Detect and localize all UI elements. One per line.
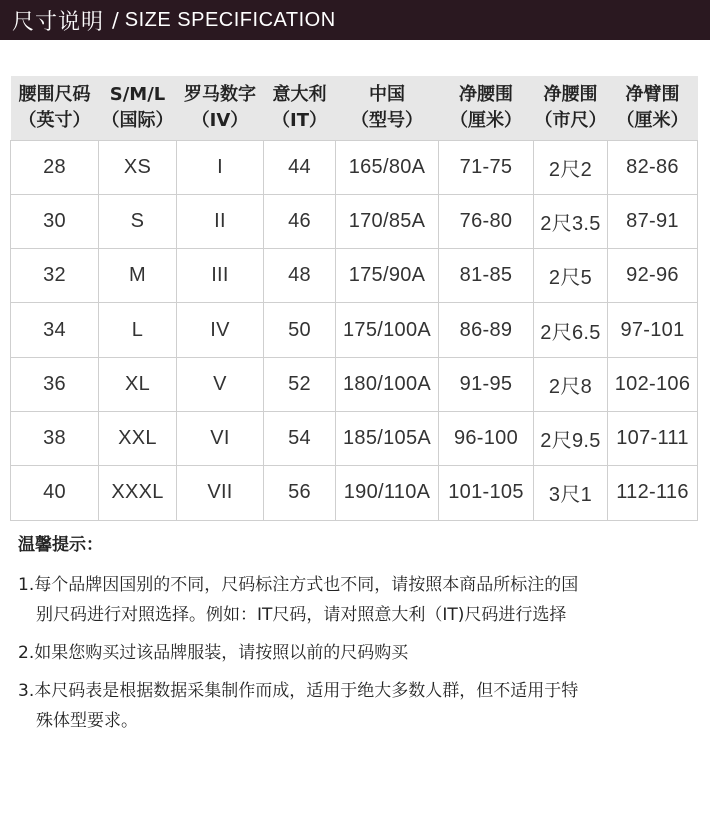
tips-title: 温馨提示： — [18, 535, 103, 555]
table-row — [11, 194, 698, 248]
tip-1-line-1: 1.每个品牌因国别的不同，尺码标注方式也不同，请按照本商品所标注的国 — [18, 575, 579, 595]
table-cell: I — [177, 140, 264, 194]
table-cell: XXXL — [99, 466, 177, 520]
table-cell: 92-96 — [608, 249, 698, 303]
table-cell: XS — [99, 140, 177, 194]
table-cell: IV — [177, 303, 264, 357]
table-cell: 107-111 — [608, 411, 698, 465]
tip-item-1 — [18, 570, 698, 630]
header-title-cn: 尺寸说明 — [12, 9, 105, 35]
table-cell: 180/100A — [336, 357, 439, 411]
table-cell: V — [177, 357, 264, 411]
table-cell: 2尺6.5 — [534, 303, 608, 357]
table-cell: 185/105A — [336, 411, 439, 465]
table-cell: 48 — [264, 249, 336, 303]
table-row — [11, 411, 698, 465]
table-row — [11, 140, 698, 194]
table-cell: 2尺5 — [534, 249, 608, 303]
table-cell: 97-101 — [608, 303, 698, 357]
table-cell: 2尺2 — [534, 140, 608, 194]
table-cell: 96-100 — [439, 411, 534, 465]
header-waist-size: 腰围尺码 （英寸） — [18, 83, 91, 131]
table-cell: 86-89 — [439, 303, 534, 357]
table-cell: 2尺3.5 — [534, 194, 608, 248]
table-cell: 38 — [11, 411, 99, 465]
table-cell: S — [99, 194, 177, 248]
table-cell: 34 — [11, 303, 99, 357]
table-cell: 190/110A — [336, 466, 439, 520]
tip-item-3 — [18, 676, 698, 736]
table-cell: 165/80A — [336, 140, 439, 194]
table-cell: 50 — [264, 303, 336, 357]
table-row — [11, 303, 698, 357]
tip-item-2 — [18, 638, 698, 668]
table-row — [11, 357, 698, 411]
tips-section — [18, 532, 698, 736]
tip-1-line-2: 别尺码进行对照选择。例如：IT尺码，请对照意大利（IT)尺码进行选择 — [36, 605, 567, 625]
table-cell: 81-85 — [439, 249, 534, 303]
table-cell: 91-95 — [439, 357, 534, 411]
table-cell: 44 — [264, 140, 336, 194]
table-cell: III — [177, 249, 264, 303]
table-row — [11, 249, 698, 303]
table-cell: 32 — [11, 249, 99, 303]
header-international: S/M/L （国际） — [101, 83, 174, 131]
table-header-row — [11, 76, 698, 140]
header-separator: / — [112, 8, 119, 32]
table-cell: 76-80 — [439, 194, 534, 248]
table-cell: 2尺9.5 — [534, 411, 608, 465]
table-cell: M — [99, 249, 177, 303]
table-cell: 40 — [11, 466, 99, 520]
table-cell: L — [99, 303, 177, 357]
size-table — [10, 76, 698, 521]
tip-2-line-1: 2.如果您购买过该品牌服装，请按照以前的尺码购买 — [18, 643, 409, 663]
table-cell: VII — [177, 466, 264, 520]
tip-3-line-2: 殊体型要求。 — [36, 711, 138, 731]
table-cell: 56 — [264, 466, 336, 520]
table-cell: 28 — [11, 140, 99, 194]
table-cell: 3尺1 — [534, 466, 608, 520]
table-cell: 54 — [264, 411, 336, 465]
table-cell: 2尺8 — [534, 357, 608, 411]
table-cell: 30 — [11, 194, 99, 248]
table-cell: 101-105 — [439, 466, 534, 520]
table-cell: 112-116 — [608, 466, 698, 520]
header-italy: 意大利 （IT） — [272, 83, 327, 131]
table-cell: XXL — [99, 411, 177, 465]
header-net-waist-cm: 净腰围 （厘米） — [450, 83, 522, 131]
table-cell: 82-86 — [608, 140, 698, 194]
table-cell: 175/100A — [336, 303, 439, 357]
table-cell: 175/90A — [336, 249, 439, 303]
table-cell: 46 — [264, 194, 336, 248]
table-cell: 87-91 — [608, 194, 698, 248]
table-cell: 36 — [11, 357, 99, 411]
table-cell: 170/85A — [336, 194, 439, 248]
page-header — [0, 0, 710, 40]
table-cell: II — [177, 194, 264, 248]
header-title-en: SIZE SPECIFICATION — [124, 8, 336, 31]
table-row — [11, 466, 698, 520]
table-cell: 102-106 — [608, 357, 698, 411]
table-cell: VI — [177, 411, 264, 465]
header-net-arm-cm: 净臂围 （厘米） — [616, 83, 689, 131]
size-table-container — [10, 76, 697, 521]
table-cell: XL — [99, 357, 177, 411]
header-net-waist-chi: 净腰围 （市尺） — [534, 83, 607, 131]
tip-3-line-1: 3.本尺码表是根据数据采集制作而成，适用于绝大多数人群，但不适用于特 — [18, 681, 579, 701]
header-roman: 罗马数字 （IV） — [184, 83, 256, 131]
table-cell: 52 — [264, 357, 336, 411]
header-china: 中国 （型号） — [351, 83, 423, 131]
table-cell: 71-75 — [439, 140, 534, 194]
